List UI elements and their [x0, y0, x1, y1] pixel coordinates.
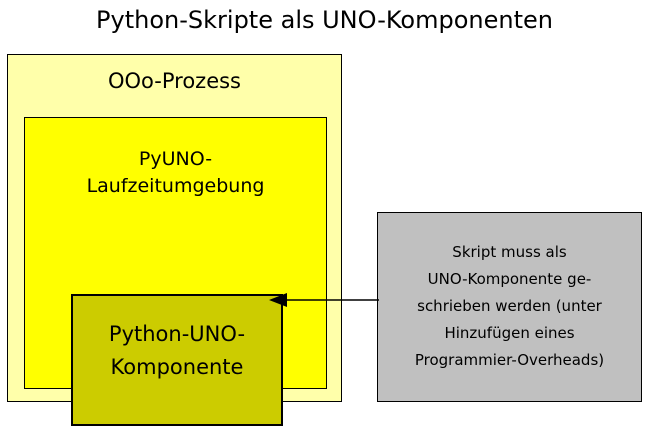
box-pyuno-runtime-label [25, 146, 326, 200]
box-note-annotation [377, 212, 642, 402]
box-pyuno-runtime-label-line1: PyUNO- [138, 148, 213, 170]
page-title: Python-Skripte als UNO-Komponenten [96, 6, 553, 34]
arrow-icon [269, 288, 379, 312]
box-note-line4: Hinzufügen eines [444, 324, 575, 342]
box-note-line1: Skript muss als [452, 243, 567, 261]
box-note-annotation-label [378, 239, 641, 374]
box-note-line3: schrieben werden (unter [417, 297, 602, 315]
box-pyuno-runtime [24, 117, 327, 389]
box-python-uno-komponente-label-line2: Komponente [110, 355, 244, 379]
box-python-uno-komponente-label [73, 318, 281, 384]
box-python-uno-komponente [71, 294, 283, 426]
box-note-line2: UNO-Komponente ge- [427, 270, 592, 288]
box-ooo-prozess [7, 54, 342, 402]
box-python-uno-komponente-label-line1: Python-UNO- [108, 322, 246, 346]
box-note-line5: Programmier-Overheads) [414, 351, 605, 369]
box-ooo-prozess-label: OOo-Prozess [107, 69, 241, 93]
box-pyuno-runtime-label-line2: Laufzeitumgebung [86, 175, 265, 197]
